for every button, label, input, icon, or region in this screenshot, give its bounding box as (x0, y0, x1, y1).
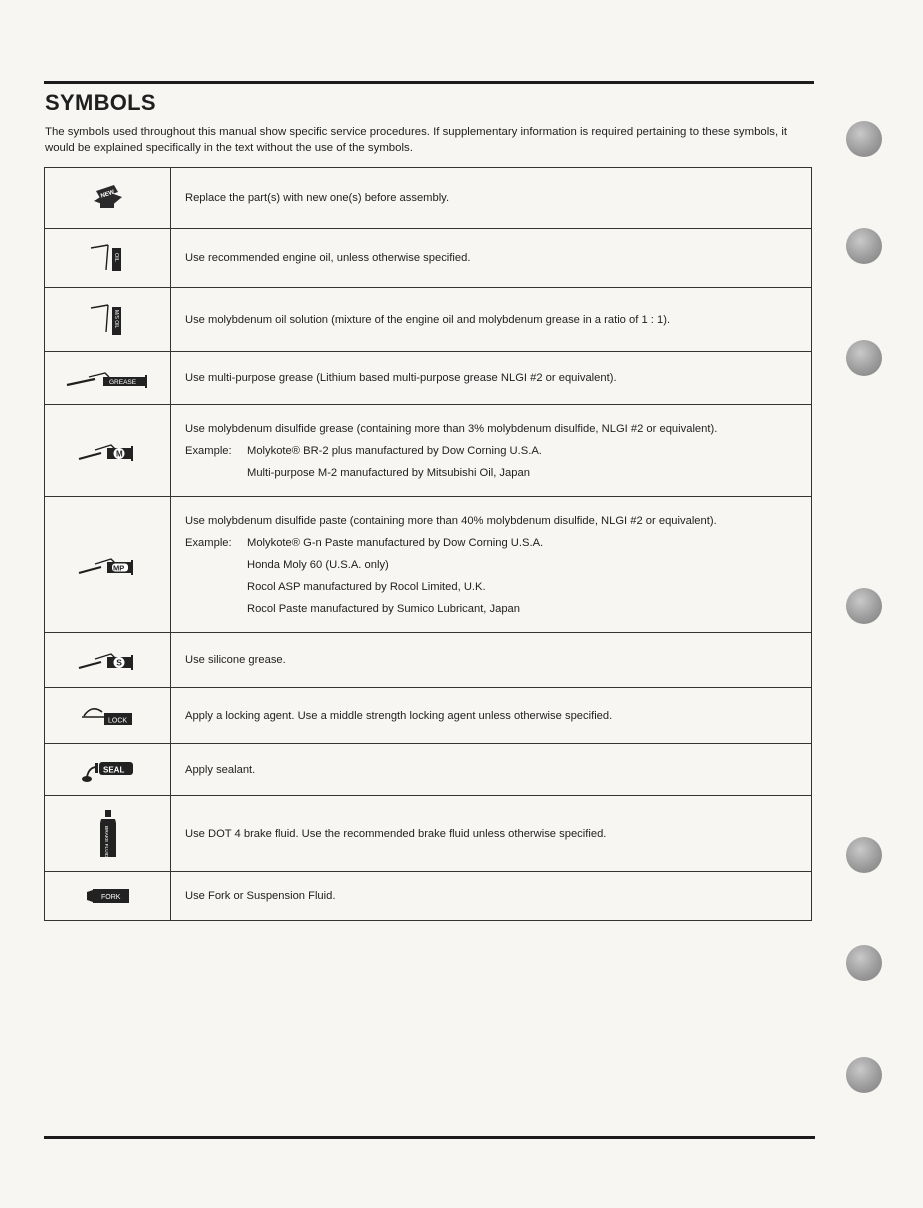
symbol-description: Apply a locking agent. Use a middle strength locking agent unless otherwise specified. (185, 709, 613, 722)
svg-text:S: S (115, 657, 122, 668)
engine-oil-icon (88, 242, 128, 274)
fork-fluid-icon (85, 886, 131, 906)
top-rule (44, 81, 814, 84)
svg-text:M: M (115, 449, 123, 458)
table-row (45, 405, 812, 497)
svg-text:SEAL: SEAL (102, 765, 124, 774)
svg-text:NEW: NEW (99, 189, 115, 200)
silicone-grease-icon (77, 646, 139, 674)
example-line: Example: Molykote® BR-2 plus manufactured by Dow Corning U.S.A. (185, 444, 542, 457)
table-row (45, 229, 812, 288)
svg-text:M/S OIL: M/S OIL (112, 309, 119, 328)
intro-paragraph: The symbols used throughout this manual show specific service procedures. If supplementary information is required pertaining to these symbols, it would be explained specifically in the text without the use of the symbols. (45, 126, 788, 154)
table-row (45, 872, 812, 921)
example-line: Multi-purpose M-2 manufactured by Mitsubishi Oil, Japan (247, 466, 530, 479)
table-row (45, 744, 812, 796)
locking-agent-icon (80, 702, 136, 730)
brake-fluid-icon (98, 809, 118, 859)
svg-text:FORK: FORK (100, 894, 120, 901)
moly-oil-icon (88, 302, 128, 338)
example-line: Example: Molykote® G-n Paste manufactured by Dow Corning U.S.A. (185, 536, 544, 549)
symbol-description: Use molybdenum oil solution (mixture of the engine oil and molybdenum grease in a ratio of 1 : 1). (185, 313, 671, 326)
symbol-description: Apply sealant. (185, 763, 256, 776)
svg-text:OIL: OIL (112, 253, 119, 262)
example-line: Honda Moly 60 (U.S.A. only) (247, 558, 389, 571)
table-row (45, 633, 812, 688)
symbol-description: Use molybdenum disulfide paste (containing more than 40% molybdenum disulfide, NLGI #2 or equivalent). (185, 514, 717, 527)
table-row (45, 168, 812, 229)
binder-hole (846, 945, 882, 981)
binder-hole (846, 837, 882, 873)
binder-hole (846, 1057, 882, 1093)
symbol-description: Use silicone grease. (185, 654, 286, 666)
symbol-description: Use molybdenum disulfide grease (containing more than 3% molybdenum disulfide, NLGI #2 or equivalent). (185, 422, 718, 435)
grease-icon (65, 365, 151, 391)
table-row (45, 796, 812, 872)
symbol-description: Use DOT 4 brake fluid. Use the recommended brake fluid unless otherwise specified. (185, 827, 607, 840)
example-line: Rocol ASP manufactured by Rocol Limited, U.K. (247, 580, 486, 593)
table-row (45, 688, 812, 744)
svg-text:BRAKE FLUID: BRAKE FLUID (102, 825, 108, 857)
sealant-icon (79, 755, 137, 785)
svg-text:MP: MP (112, 563, 124, 572)
new-part-icon (88, 183, 128, 213)
symbol-description: Replace the part(s) with new one(s) before assembly. (185, 192, 450, 204)
moly-grease-icon (77, 437, 139, 465)
symbols-table (44, 167, 812, 921)
svg-text:GREASE: GREASE (108, 379, 136, 386)
table-row (45, 497, 812, 633)
binder-hole (846, 121, 882, 157)
svg-text:LOCK: LOCK (107, 717, 127, 724)
binder-hole (846, 588, 882, 624)
table-row (45, 352, 812, 405)
moly-paste-icon (77, 551, 139, 579)
table-row (45, 288, 812, 352)
binder-hole (846, 228, 882, 264)
symbol-description: Use Fork or Suspension Fluid. (185, 890, 336, 902)
example-line: Rocol Paste manufactured by Sumico Lubricant, Japan (247, 602, 521, 615)
symbol-description: Use recommended engine oil, unless otherwise specified. (185, 252, 471, 264)
binder-hole (846, 340, 882, 376)
bottom-rule (44, 1136, 815, 1139)
symbol-description: Use multi-purpose grease (Lithium based multi-purpose grease NLGI #2 or equivalent). (185, 372, 617, 384)
page-title: SYMBOLS (45, 90, 156, 115)
